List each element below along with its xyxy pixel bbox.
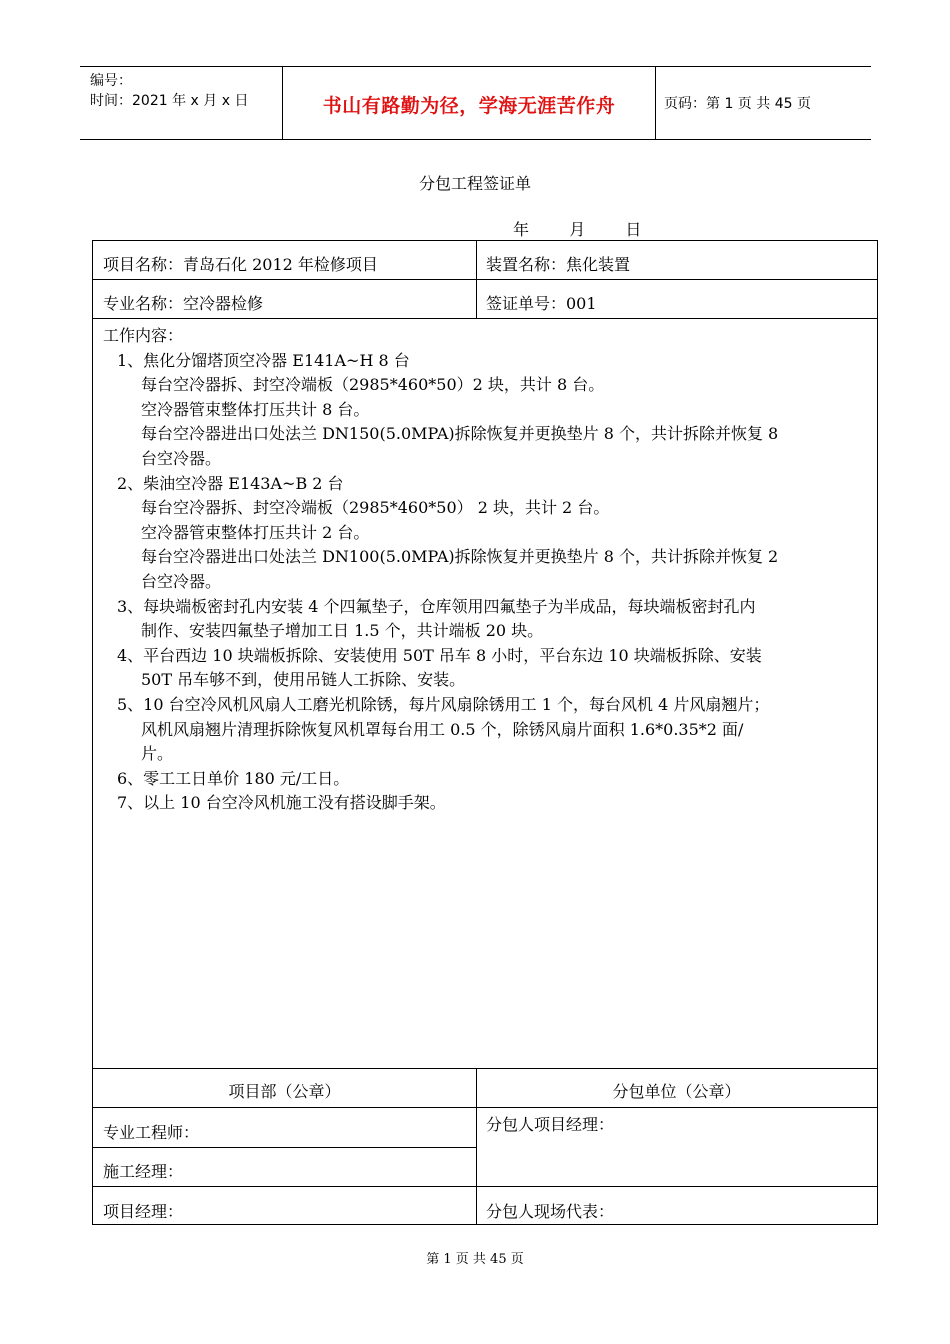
sub-site-rep-label: 分包人现场代表： <box>486 1202 615 1221</box>
work-line: 2、柴油空冷器 E143A~B 2 台 <box>117 473 344 493</box>
project-name: 项目名称：青岛石化 2012 年检修项目 <box>103 255 378 274</box>
code-label: 编号： <box>90 73 132 89</box>
project-dept-seal: 项目部（公章） <box>228 1082 341 1101</box>
work-line: 6、零工工日单价 180 元/工日。 <box>117 768 350 788</box>
work-line: 每台空冷器拆、封空冷端板（2985*460*50） 2 块，共计 2 台。 <box>141 498 610 518</box>
work-line: 3、每块端板密封孔内安装 4 个四氟垫子，仓库领用四氟垫子为半成品，每块端板密封孔内 <box>117 596 756 616</box>
work-line: 7、以上 10 台空冷风机施工没有搭设脚手架。 <box>117 793 446 813</box>
row-divider <box>93 1186 877 1187</box>
work-line: 空冷器管束整体打压共计 8 台。 <box>141 399 370 419</box>
page-footer: 第 1 页 共 45 页 <box>426 1252 524 1267</box>
sub-project-manager-label: 分包人项目经理： <box>486 1115 615 1134</box>
work-line: 风机风扇翘片清理拆除恢复风机罩每台用工 0.5 个，除锈风扇片面积 1.6*0.35*2 面/ <box>141 719 744 739</box>
work-line: 50T 吊车够不到，使用吊链人工拆除、安装。 <box>141 670 466 690</box>
document-title: 分包工程签证单 <box>418 174 531 193</box>
date-year: 年 <box>513 220 530 239</box>
row-divider <box>93 1068 877 1069</box>
specialty-engineer-label: 专业工程师： <box>103 1123 200 1142</box>
work-line: 空冷器管束整体打压共计 2 台。 <box>141 522 370 542</box>
col-divider <box>476 241 477 318</box>
work-line: 每台空冷器进出口处法兰 DN100(5.0MPA)拆除恢复并更换垫片 8 个，共计拆除并恢复 2 <box>141 547 779 567</box>
date-line <box>513 217 641 240</box>
work-line: 片。 <box>141 744 174 764</box>
device-name: 装置名称：焦化装置 <box>486 255 631 274</box>
project-manager-label: 项目经理： <box>103 1202 184 1221</box>
visa-number: 签证单号：001 <box>486 294 597 313</box>
row-divider <box>93 318 877 319</box>
work-line: 制作、安装四氟垫子增加工日 1.5 个，共计端板 20 块。 <box>141 621 544 641</box>
construction-manager-label: 施工经理： <box>103 1162 184 1181</box>
document-header <box>80 66 871 140</box>
work-content <box>103 324 778 816</box>
header-motto-box <box>282 67 656 139</box>
header-meta <box>80 67 282 139</box>
work-line: 5、10 台空冷风机风扇人工磨光机除锈，每片风扇除锈用工 1 个，每台风机 4 片风扇翘片； <box>117 694 770 714</box>
row-divider <box>93 279 877 280</box>
date-day: 日 <box>625 220 642 239</box>
work-line: 1、焦化分馏塔顶空冷器 E141A~H 8 台 <box>117 350 410 370</box>
work-line: 台空冷器。 <box>141 571 222 591</box>
specialty-name: 专业名称：空冷器检修 <box>103 294 264 313</box>
page-info: 页码：第 1 页 共 45 页 <box>664 96 811 112</box>
work-line: 每台空冷器进出口处法兰 DN150(5.0MPA)拆除恢复并更换垫片 8 个，共计拆除并恢复 8 <box>141 424 779 444</box>
work-line: 每台空冷器拆、封空冷端板（2985*460*50）2 块，共计 8 台。 <box>141 375 605 395</box>
visa-form-table <box>92 240 878 1225</box>
row-divider <box>93 1107 877 1108</box>
motto-text: 书山有路勤为径，学海无涯苦作舟 <box>322 95 616 117</box>
date-month: 月 <box>569 220 586 239</box>
row-divider <box>93 1147 476 1148</box>
subcontractor-seal: 分包单位（公章） <box>612 1082 741 1101</box>
work-line: 台空冷器。 <box>141 448 222 468</box>
work-line: 4、平台西边 10 块端板拆除、安装使用 50T 吊车 8 小时，平台东边 10 块端板拆除、安装 <box>117 645 762 665</box>
work-label: 工作内容： <box>103 326 184 345</box>
time-label: 时间：2021 年 x 月 x 日 <box>90 93 249 109</box>
